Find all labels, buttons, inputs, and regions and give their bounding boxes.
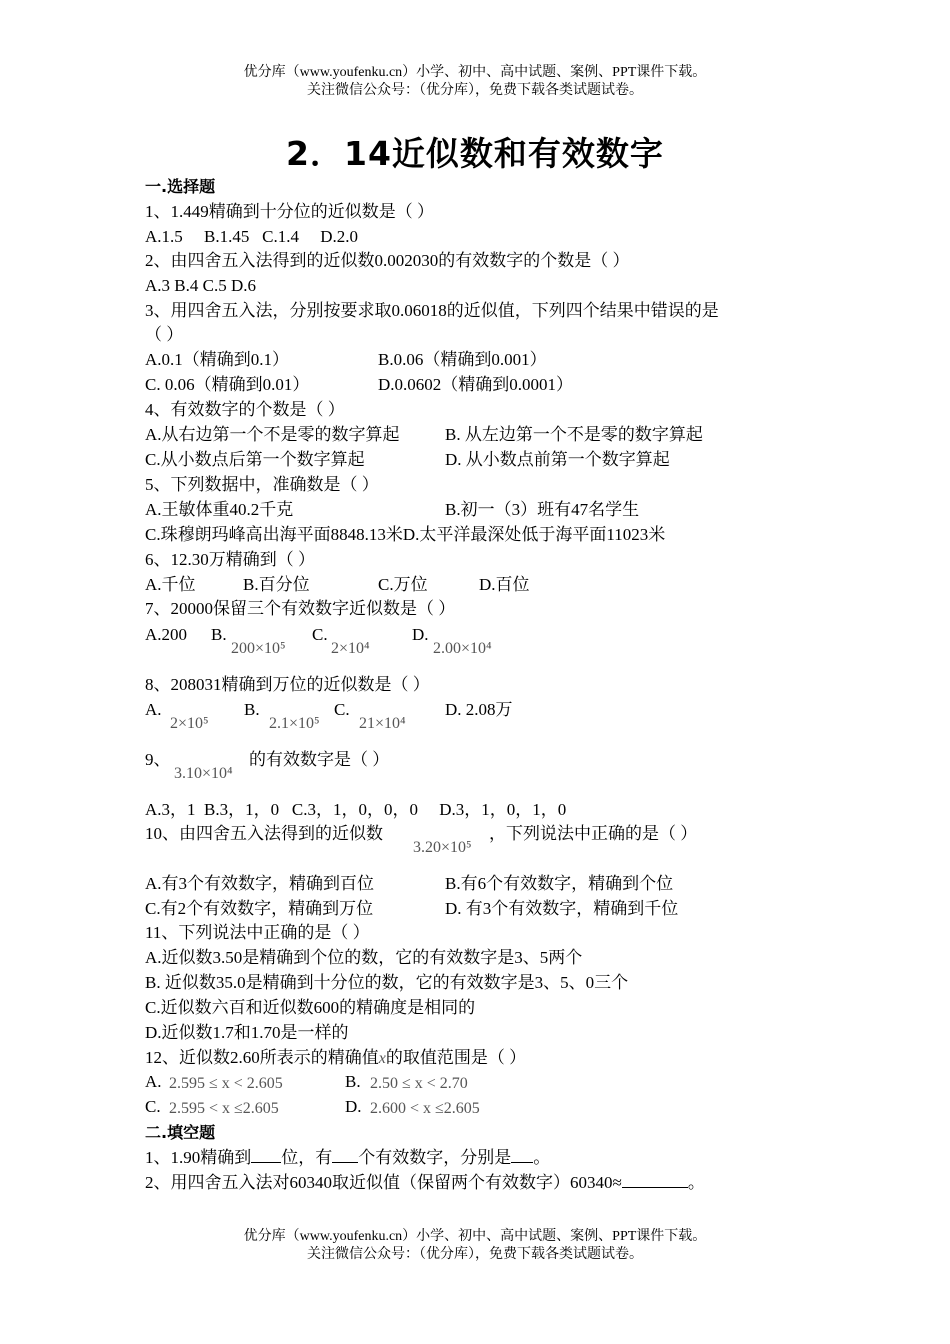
q9-stem-pre: 9、 [145, 750, 171, 769]
q10-options-row2 [145, 898, 845, 920]
q10-option-c: C.有2个有效数字，精确到万位 [145, 899, 374, 918]
q6-option-d: D.百位 [479, 575, 530, 594]
q5-options-cd: C.珠穆朗玛峰高出海平面8848.13米D.太平洋最深处低于海平面11023米 [145, 525, 666, 544]
q3-option-a: A.0.1（精确到0.1） [145, 350, 290, 369]
section-heading-fill: 二.填空题 [145, 1123, 216, 1142]
q2-stem: 2、由四舍五入法得到的近似数0.002030的有效数字的个数是（ ） [145, 251, 630, 270]
q7-option-b-label: B. [211, 625, 227, 644]
q12-stem [145, 1047, 845, 1070]
footer-line-1: 优分库（www.youfenku.cn）小学、初中、高中试题、案例、PPT课件下载。 [243, 1229, 707, 1244]
q9-math: 3.10×10⁴ [174, 765, 233, 782]
q7-option-c-math: 2×10⁴ [331, 640, 370, 657]
q11-option-c: C.近似数六百和近似数600的精确度是相同的 [145, 998, 476, 1017]
q10-stem [145, 823, 845, 859]
q6-option-b: B.百分位 [243, 575, 310, 594]
q3-stem-paren: （ ） [145, 325, 184, 344]
q4-option-a: A.从右边第一个不是零的数字算起 [145, 425, 400, 444]
q4-stem: 4、有效数字的个数是（ ） [145, 400, 345, 419]
q12-option-d-label: D. [345, 1097, 362, 1116]
q7-stem: 7、20000保留三个有效数字近似数是（ ） [145, 599, 456, 618]
q4-options-row1 [145, 424, 845, 446]
q8-option-b-math: 2.1×10⁵ [269, 715, 320, 732]
fill-q1-part1: 1、1.90精确到 [145, 1148, 252, 1167]
q5-option-b: B.初一（3）班有47名学生 [445, 500, 640, 519]
fill-q2-blank[interactable] [622, 1187, 688, 1188]
q7-option-c-label: C. [312, 625, 328, 644]
fill-q1-part4: 。 [533, 1148, 551, 1167]
q8-option-d: D. 2.08万 [445, 700, 513, 719]
q12-stem-pre: 12、近似数2.60所表示的精确值 [145, 1048, 379, 1067]
q12-option-a-math: 2.595 ≤ x < 2.605 [169, 1075, 283, 1092]
q1-options: A.1.5 B.1.45 C.1.4 D.2.0 [145, 227, 358, 246]
fill-q1-blank-2[interactable] [332, 1162, 358, 1163]
q9-stem [145, 749, 845, 785]
page-footer [0, 1228, 950, 1264]
fill-q2-part2: 。 [687, 1173, 705, 1192]
fill-q2 [145, 1172, 705, 1194]
header-line-2: 关注微信公众号：（优分库），免费下载各类试题试卷。 [307, 83, 643, 98]
q12-options-row1 [145, 1071, 845, 1093]
fill-q1-part3: 个有效数字，分别是 [358, 1148, 512, 1167]
q12-option-c-label: C. [145, 1097, 161, 1116]
q4-option-b: B. 从左边第一个不是零的数字算起 [445, 425, 703, 444]
q4-options-row2 [145, 449, 845, 471]
q8-option-c-label: C. [334, 700, 350, 719]
q8-option-a-label: A. [145, 700, 162, 719]
page-title: 2．14近似数和有效数字 [286, 134, 664, 173]
q11-option-d: D.近似数1.7和1.70是一样的 [145, 1023, 349, 1042]
q1-stem: 1、1.449精确到十分位的近似数是（ ） [145, 202, 434, 221]
q3-stem: 3、用四舍五入法，分别按要求取0.06018的近似值，下列四个结果中错误的是 [145, 301, 719, 320]
q8-option-c-math: 21×10⁴ [359, 715, 406, 732]
fill-q1 [145, 1147, 550, 1169]
q7-option-d-math: 2.00×10⁴ [433, 640, 492, 657]
q10-options-row1 [145, 873, 845, 895]
q5-option-a: A.王敏体重40.2千克 [145, 500, 294, 519]
header-line-1: 优分库（www.youfenku.cn）小学、初中、高中试题、案例、PPT课件下载。 [243, 65, 707, 80]
q7-option-b-math: 200×10⁵ [231, 640, 286, 657]
q8-options [145, 699, 845, 735]
q2-options: A.3 B.4 C.5 D.6 [145, 276, 256, 295]
q12-option-a-label: A. [145, 1072, 162, 1091]
q12-option-d-math: 2.600 < x ≤2.605 [370, 1100, 480, 1117]
q5-stem: 5、下列数据中，准确数是（ ） [145, 475, 379, 494]
q11-option-b: B. 近似数35.0是精确到十分位的数，它的有效数字是3、5、0三个 [145, 973, 629, 992]
q3-option-c: C. 0.06（精确到0.01） [145, 375, 310, 394]
q12-variable: x [378, 1050, 386, 1067]
page-header [0, 64, 950, 100]
footer-line-2: 关注微信公众号：（优分库），免费下载各类试题试卷。 [307, 1247, 643, 1262]
fill-q1-part2: 位，有 [281, 1148, 333, 1167]
fill-q2-part1: 2、用四舍五入法对60340取近似值（保留两个有效数字）60340≈ [145, 1173, 622, 1192]
q6-options [145, 574, 845, 596]
q10-option-b: B.有6个有效数字，精确到个位 [445, 874, 674, 893]
q9-options: A.3，1 B.3，1，0 C.3，1，0，0，0 D.3，1，0，1，0 [145, 800, 567, 819]
q8-stem: 8、208031精确到万位的近似数是（ ） [145, 675, 430, 694]
q12-option-b-math: 2.50 ≤ x < 2.70 [370, 1075, 468, 1092]
q12-stem-post: 的取值范围是（ ） [385, 1048, 527, 1067]
section-heading-choice: 一.选择题 [145, 177, 216, 196]
q3-options-row2 [145, 374, 845, 396]
q12-option-c-math: 2.595 < x ≤2.605 [169, 1100, 279, 1117]
q12-options-row2 [145, 1096, 845, 1118]
q7-option-d-label: D. [412, 625, 429, 644]
q5-options-row1 [145, 499, 845, 521]
q7-options [145, 624, 845, 660]
q4-option-d: D. 从小数点前第一个数字算起 [445, 450, 670, 469]
q6-option-a: A.千位 [145, 575, 196, 594]
fill-q1-blank-3[interactable] [511, 1162, 533, 1163]
q10-stem-post: ，下列说法中正确的是（ ） [489, 824, 698, 843]
q3-options-row1 [145, 349, 845, 371]
q10-option-a: A.有3个有效数字，精确到百位 [145, 874, 375, 893]
q8-option-a-math: 2×10⁵ [170, 715, 209, 732]
q3-option-d: D.0.0602（精确到0.0001） [378, 375, 574, 394]
fill-q1-blank-1[interactable] [251, 1162, 281, 1163]
q10-stem-pre: 10、由四舍五入法得到的近似数 [145, 824, 383, 843]
q11-option-a: A.近似数3.50是精确到个位的数，它的有效数字是3、5两个 [145, 948, 583, 967]
q7-option-a: A.200 [145, 625, 188, 644]
q9-stem-post: 的有效数字是（ ） [249, 750, 390, 769]
q11-stem: 11、下列说法中正确的是（ ） [145, 923, 370, 942]
q6-stem: 6、12.30万精确到（ ） [145, 550, 315, 569]
q3-option-b: B.0.06（精确到0.001） [378, 350, 547, 369]
q10-option-d: D. 有3个有效数字，精确到千位 [445, 899, 679, 918]
q4-option-c: C.从小数点后第一个数字算起 [145, 450, 365, 469]
q8-option-b-label: B. [244, 700, 260, 719]
q6-option-c: C.万位 [378, 575, 428, 594]
q10-math: 3.20×10⁵ [413, 839, 472, 856]
q12-option-b-label: B. [345, 1072, 361, 1091]
